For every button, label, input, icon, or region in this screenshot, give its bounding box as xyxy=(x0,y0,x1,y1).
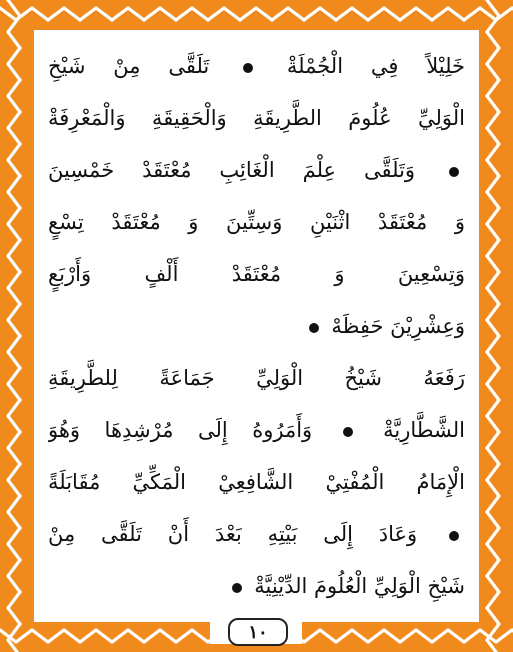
bullet-dot xyxy=(309,323,319,333)
bullet-dot xyxy=(343,427,353,437)
bullet-dot xyxy=(449,531,459,541)
text-line: الشَّطَّارِيَّةْ وَأَمَرُوهُ إِلَى مُرْشِدِهَا وَهُوَ xyxy=(48,418,465,442)
text-line: رَفَعَهُ شَيْخُ الْوَلِيِّ جَمَاعَةً لِلطَّرِيقَةِ xyxy=(48,366,465,390)
text-line: الْوَلِيِّ عُلُومَ الطَّرِيقَةِ وَالْحَقِيقَةِ وَالْمَعْرِفَةْ xyxy=(48,106,465,130)
text-line: خَلِيْلاً فِي الْجُمْلَةْ تَلَقَّى مِنْ شَيْخِ xyxy=(48,54,465,78)
text-line: وَ مُعْتَقَدْ اثْنَيْنِ وَسِتِّينَ وَ مُعْتَقَدْ تِسْعٍ xyxy=(48,210,465,234)
bullet-dot xyxy=(243,63,253,73)
paragraph-2 xyxy=(48,352,465,612)
text-line: وَعِشْرِيْنَ حَفِظَهْ xyxy=(48,300,465,352)
text-line: وَعَادَ إِلَى بَيْتِهِ بَعْدَ أَنْ تَلَقَّى مِنْ xyxy=(48,508,465,560)
text-line: شَيْخِ الْوَلِيِّ الْعُلُومَ الدِّيْنِيَّةْ xyxy=(48,560,465,612)
text-line: وَتَلَقَّى عِلْمَ الْغَائِبِ مُعْتَقَدْ خَمْسِينَ xyxy=(48,144,465,196)
bullet-dot xyxy=(449,167,459,177)
text-line: الْإِمَامُ الْمُفْتِيْ الشَّافِعِيْ الْمَكِّيِّ مُقَابَلَةً xyxy=(48,470,465,494)
bullet-dot xyxy=(232,583,242,593)
paragraph-1 xyxy=(48,40,465,352)
page-number-badge xyxy=(228,618,288,646)
text-line: وَتِسْعِينَ وَ مُعْتَقَدْ أَلْفٍ وَأَرْبَعٍ xyxy=(48,262,465,286)
page-number: ١٠ xyxy=(248,621,268,643)
